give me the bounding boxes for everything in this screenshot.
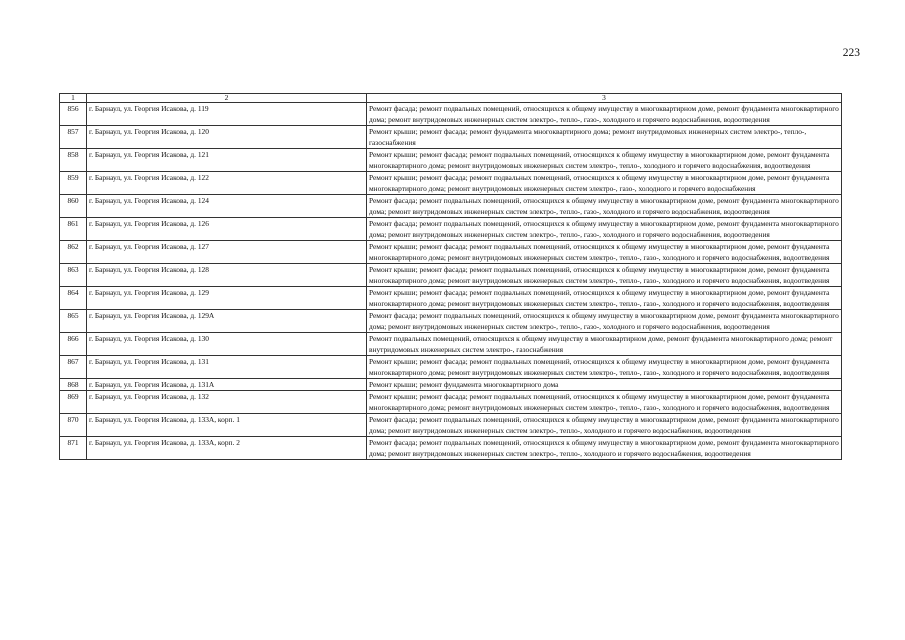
register-table — [59, 93, 842, 460]
row-address: г. Барнаул, ул. Георгия Исакова, д. 132 — [87, 391, 367, 414]
table-row — [60, 356, 842, 379]
row-number: 869 — [60, 391, 87, 414]
row-address: г. Барнаул, ул. Георгия Исакова, д. 130 — [87, 333, 367, 356]
table-row — [60, 379, 842, 391]
row-address: г. Барнаул, ул. Георгия Исакова, д. 127 — [87, 241, 367, 264]
table-row — [60, 264, 842, 287]
row-address: г. Барнаул, ул. Георгия Исакова, д. 129 — [87, 287, 367, 310]
row-address: г. Барнаул, ул. Георгия Исакова, д. 122 — [87, 172, 367, 195]
row-works: Ремонт фасада; ремонт подвальных помещений, относящихся к общему имуществу в многоквартирном доме, ремонт фундамента многоквартирного дома; ремонт внутридомовых инженерных систем электро-, тепло-, холодного и горячего водоснабжения, водоотведения — [367, 437, 842, 460]
row-number: 868 — [60, 379, 87, 391]
column-header-2: 2 — [87, 94, 367, 103]
row-number: 864 — [60, 287, 87, 310]
row-number: 859 — [60, 172, 87, 195]
column-number-row — [60, 94, 842, 103]
row-works: Ремонт крыши; ремонт фасада; ремонт подвальных помещений, относящихся к общему имуществу в многоквартирном доме, ремонт фундамента многоквартирного дома; ремонт внутридомовых инженерных систем электро-, тепло-, газо-, холодного и горячего водоснабжения, водоотведения — [367, 356, 842, 379]
row-works: Ремонт фасада; ремонт подвальных помещений, относящихся к общему имуществу в многоквартирном доме, ремонт фундамента многоквартирного дома; ремонт внутридомовых инженерных систем электро-, тепло-, газо-, холодного и горячего водоснабжения, водоотведения — [367, 218, 842, 241]
table-row — [60, 414, 842, 437]
row-address: г. Барнаул, ул. Георгия Исакова, д. 133А, корп. 1 — [87, 414, 367, 437]
table-row — [60, 195, 842, 218]
row-number: 856 — [60, 103, 87, 126]
row-address: г. Барнаул, ул. Георгия Исакова, д. 124 — [87, 195, 367, 218]
register-table-body — [60, 94, 842, 460]
row-number: 866 — [60, 333, 87, 356]
row-number: 871 — [60, 437, 87, 460]
table-row — [60, 310, 842, 333]
table-row — [60, 437, 842, 460]
row-address: г. Барнаул, ул. Георгия Исакова, д. 128 — [87, 264, 367, 287]
row-address: г. Барнаул, ул. Георгия Исакова, д. 121 — [87, 149, 367, 172]
table-row — [60, 218, 842, 241]
row-address: г. Барнаул, ул. Георгия Исакова, д. 119 — [87, 103, 367, 126]
row-works: Ремонт крыши; ремонт фасада; ремонт подвальных помещений, относящихся к общему имуществу в многоквартирном доме, ремонт фундамента многоквартирного дома; ремонт внутридомовых инженерных систем электро-, тепло-, газо-, холодного и горячего водоснабжения, водоотведения — [367, 287, 842, 310]
row-works: Ремонт крыши; ремонт фасада; ремонт фундамента многоквартирного дома; ремонт внутридомовых инженерных систем электро-, тепло-, газоснабжения — [367, 126, 842, 149]
row-number: 860 — [60, 195, 87, 218]
page-number: 223 — [842, 47, 860, 59]
row-number: 865 — [60, 310, 87, 333]
row-number: 870 — [60, 414, 87, 437]
row-works: Ремонт фасада; ремонт подвальных помещений, относящихся к общему имуществу в многоквартирном доме, ремонт фундамента многоквартирного дома; ремонт внутридомовых инженерных систем электро-, тепло-, холодного и горячего водоснабжения, водоотведения — [367, 414, 842, 437]
row-works: Ремонт крыши; ремонт фасада; ремонт подвальных помещений, относящихся к общему имуществу в многоквартирном доме, ремонт фундамента многоквартирного дома; ремонт внутридомовых инженерных систем электро-, тепло-, газо-, холодного и горячего водоснабжения, водоотведения — [367, 241, 842, 264]
row-number: 867 — [60, 356, 87, 379]
table-row — [60, 287, 842, 310]
table-row — [60, 241, 842, 264]
row-address: г. Барнаул, ул. Георгия Исакова, д. 129А — [87, 310, 367, 333]
table-row — [60, 149, 842, 172]
row-works: Ремонт фасада; ремонт подвальных помещений, относящихся к общему имуществу в многоквартирном доме, ремонт фундамента многоквартирного дома; ремонт внутридомовых инженерных систем электро-, тепло-, газо-, холодного и горячего водоснабжения, водоотведения — [367, 310, 842, 333]
row-works: Ремонт фасада; ремонт подвальных помещений, относящихся к общему имуществу в многоквартирном доме, ремонт фундамента многоквартирного дома; ремонт внутридомовых инженерных систем электро-, тепло-, газо-, холодного и горячего водоснабжения, водоотведения — [367, 195, 842, 218]
row-works: Ремонт подвальных помещений, относящихся к общему имуществу в многоквартирном доме, ремонт фундамента многоквартирного дома; ремонт внутридомовых инженерных систем электро-, газоснабжения — [367, 333, 842, 356]
table-row — [60, 103, 842, 126]
row-works: Ремонт крыши; ремонт фасада; ремонт подвальных помещений, относящихся к общему имуществу в многоквартирном доме, ремонт фундамента многоквартирного дома; ремонт внутридомовых инженерных систем электро-, тепло-, газо-, холодного и горячего водоснабжения, водоотведения — [367, 391, 842, 414]
row-number: 862 — [60, 241, 87, 264]
row-address: г. Барнаул, ул. Георгия Исакова, д. 120 — [87, 126, 367, 149]
row-works: Ремонт крыши; ремонт фасада; ремонт подвальных помещений, относящихся к общему имуществу в многоквартирном доме, ремонт фундамента многоквартирного дома; ремонт внутридомовых инженерных систем электро-, тепло-, холодного и горячего водоснабжения, водоотведения — [367, 149, 842, 172]
row-number: 861 — [60, 218, 87, 241]
column-header-3: 3 — [367, 94, 842, 103]
row-works: Ремонт крыши; ремонт фундамента многоквартирного дома — [367, 379, 842, 391]
row-address: г. Барнаул, ул. Георгия Исакова, д. 131 — [87, 356, 367, 379]
row-number: 857 — [60, 126, 87, 149]
row-number: 858 — [60, 149, 87, 172]
table-row — [60, 172, 842, 195]
table-row — [60, 126, 842, 149]
row-address: г. Барнаул, ул. Георгия Исакова, д. 126 — [87, 218, 367, 241]
row-number: 863 — [60, 264, 87, 287]
table-row — [60, 333, 842, 356]
row-works: Ремонт крыши; ремонт фасада; ремонт подвальных помещений, относящихся к общему имуществу в многоквартирном доме, ремонт фундамента многоквартирного дома; ремонт внутридомовых инженерных систем электро-, газо-, холодного и горячего водоснабжения — [367, 172, 842, 195]
column-header-1: 1 — [60, 94, 87, 103]
row-works: Ремонт крыши; ремонт фасада; ремонт подвальных помещений, относящихся к общему имуществу в многоквартирном доме, ремонт фундамента многоквартирного дома; ремонт внутридомовых инженерных систем электро-, тепло-, газо-, холодного и горячего водоснабжения, водоотведения — [367, 264, 842, 287]
row-works: Ремонт фасада; ремонт подвальных помещений, относящихся к общему имуществу в многоквартирном доме, ремонт фундамента многоквартирного дома; ремонт внутридомовых инженерных систем электро-, тепло-, газо-, холодного и горячего водоснабжения, водоотведения — [367, 103, 842, 126]
row-address: г. Барнаул, ул. Георгия Исакова, д. 131А — [87, 379, 367, 391]
row-address: г. Барнаул, ул. Георгия Исакова, д. 133А, корп. 2 — [87, 437, 367, 460]
table-row — [60, 391, 842, 414]
